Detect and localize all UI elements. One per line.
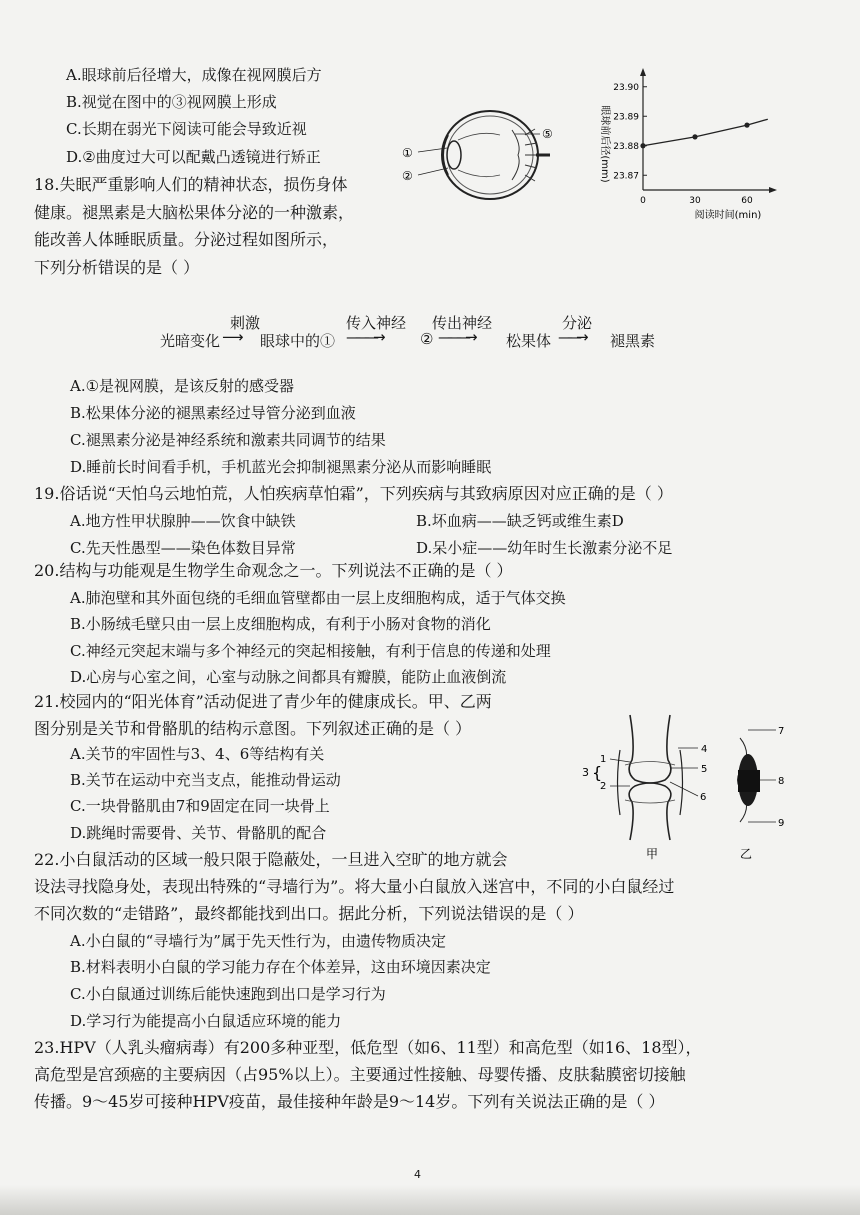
q19-option-b: B.坏血病——缺乏钙或维生素D xyxy=(416,512,624,530)
eye-label-1: ① xyxy=(402,146,413,160)
q21-stem-line-2: 图分别是关节和骨骼肌的结构示意图。下列叙述正确的是（ ） xyxy=(34,719,472,738)
q18-option-c: C.褪黑素分泌是神经系统和激素共同调节的结果 xyxy=(70,431,386,449)
q18-stem-line-4: 下列分析错误的是（ ） xyxy=(34,258,200,277)
q20-option-b: B.小肠绒毛壁只由一层上皮细胞构成，有利于小肠对食物的消化 xyxy=(70,615,491,633)
flow-arrow-label-3: 传出神经 xyxy=(432,314,493,332)
flow-arrow-3: ———→ xyxy=(438,328,472,346)
q22-stem-line-1: 22.小白鼠活动的区域一般只限于隐蔽处，一旦进入空旷的地方就会 xyxy=(34,850,508,869)
series-line xyxy=(643,119,768,146)
q17-option-c: C.长期在弱光下阅读可能会导致近视 xyxy=(66,120,307,138)
joint-label-6: 6 xyxy=(700,792,707,803)
q18-stem-line-2: 健康。褪黑素是大脑松果体分泌的一种激素， xyxy=(34,203,355,222)
q23-stem-line-2: 高危型是宫颈癌的主要病因（占95%以上）。主要通过性接触、母婴传播、皮肤黏膜密切接触 xyxy=(34,1065,686,1084)
scan-edge xyxy=(0,1185,860,1215)
q22-stem-line-3: 不同次数的“走错路”，最终都能找到出口。据此分析，下列说法错误的是（ ） xyxy=(34,904,584,923)
data-point xyxy=(692,134,697,139)
x-tick-label: 60 xyxy=(741,196,753,206)
x-tick-label: 30 xyxy=(689,196,701,206)
q20-stem: 20.结构与功能观是生物学生命观念之一。下列说法不正确的是（ ） xyxy=(34,561,513,580)
q22-option-c: C.小白鼠通过训练后能快速跑到出口是学习行为 xyxy=(70,985,386,1003)
figure-label-jia: 甲 xyxy=(646,847,659,861)
flow-node-1: 光暗变化 xyxy=(160,332,221,350)
q18-stem-line-3: 能改善人体睡眠质量。分泌过程如图所示， xyxy=(34,230,339,249)
q19-stem: 19.俗话说“天怕乌云地怕荒，人怕疾病草怕霜”，下列疾病与其致病原因对应正确的是（ ） xyxy=(34,484,673,503)
q22-option-d: D.学习行为能提高小白鼠适应环境的能力 xyxy=(70,1012,342,1030)
joint-label-4: 4 xyxy=(701,744,708,755)
q18-stem-line-1: 18.失眠严重影响人们的精神状态，损伤身体 xyxy=(34,175,348,194)
q22-option-a: A.小白鼠的“寻墙行为”属于先天性行为，由遗传物质决定 xyxy=(70,932,446,950)
flow-arrow-label-1: 刺激 xyxy=(230,314,261,332)
q23-stem-line-3: 传播。9～45岁可接种HPV疫苗，最佳接种年龄是9～14岁。下列有关说法正确的是（ ） xyxy=(34,1092,665,1111)
eye-length-chart xyxy=(588,62,788,227)
q20-option-d: D.心房与心室之间，心室与动脉之间都具有瓣膜，能防止血液倒流 xyxy=(70,668,507,686)
q17-option-d: D.②曲度过大可以配戴凸透镜进行矫正 xyxy=(66,148,321,166)
q21-option-c: C.一块骨骼肌由7和9固定在同一块骨上 xyxy=(70,797,330,815)
figure-label-yi: 乙 xyxy=(740,847,753,861)
q20-option-c: C.神经元突起末端与多个神经元的突起相接触，有利于信息的传递和处理 xyxy=(70,642,551,660)
q21-option-b: B.关节在运动中充当支点，能推动骨运动 xyxy=(70,771,341,789)
q21-option-d: D.跳绳时需要骨、关节、骨骼肌的配合 xyxy=(70,824,327,842)
joint-label-1: 1 xyxy=(600,754,607,765)
flow-arrow-label-2: 传入神经 xyxy=(346,314,407,332)
muscle-label-8: 8 xyxy=(778,776,785,787)
flow-node-4: 松果体 xyxy=(506,332,552,350)
y-tick-label: 23.90 xyxy=(613,82,639,93)
flow-node-5: 褪黑素 xyxy=(610,332,656,350)
x-tick-label: 0 xyxy=(640,196,646,206)
flow-node-2: 眼球中的① xyxy=(260,332,336,350)
q22-stem-line-2: 设法寻找隐身处，表现出特殊的“寻墙行为”。将大量小白鼠放入迷宫中，不同的小白鼠经过 xyxy=(34,877,675,896)
q20-option-a: A.肺泡壁和其外面包绕的毛细血管壁都由一层上皮细胞构成，适于气体交换 xyxy=(70,589,566,607)
y-tick-label: 23.89 xyxy=(613,112,639,123)
flow-arrow-label-4: 分泌 xyxy=(562,314,593,332)
y-tick-label: 23.87 xyxy=(613,171,639,182)
muscle-label-9: 9 xyxy=(778,818,785,829)
flow-arrow-2: ———→ xyxy=(346,328,380,346)
q18-option-a: A.①是视网膜，是该反射的感受器 xyxy=(70,377,295,395)
joint-label-3: 3 xyxy=(582,766,589,779)
melatonin-flow-diagram xyxy=(160,308,680,358)
flow-node-3: ② xyxy=(420,330,434,348)
flow-arrow-1: ⟶ xyxy=(222,328,244,346)
y-tick-label: 23.88 xyxy=(613,141,639,152)
q19-option-d: D.呆小症——幼年时生长激素分泌不足 xyxy=(416,539,673,557)
flow-arrow-4: ——→ xyxy=(558,328,583,346)
eye-label-2: ② xyxy=(402,169,413,183)
chart-ylabel: 眼球前后径(mm) xyxy=(599,105,610,183)
q17-option-a: A.眼球前后径增大，成像在视网膜后方 xyxy=(66,66,322,84)
chart-xlabel: 阅读时间(min) xyxy=(694,210,762,221)
joint-label-2: 2 xyxy=(600,781,607,792)
data-point xyxy=(640,143,645,148)
q21-option-a: A.关节的牢固性与3、4、6等结构有关 xyxy=(70,745,325,763)
q17-option-b: B.视觉在图中的③视网膜上形成 xyxy=(66,93,277,111)
q18-option-b: B.松果体分泌的褪黑素经过导管分泌到血液 xyxy=(70,404,356,422)
q21-stem-line-1: 21.校园内的“阳光体育”活动促进了青少年的健康成长。甲、乙两 xyxy=(34,692,492,711)
q23-stem-line-1: 23.HPV（人乳头瘤病毒）有200多种亚型，低危型（如6、11型）和高危型（如16、18型）， xyxy=(34,1038,702,1057)
joint-label-5: 5 xyxy=(701,764,708,775)
q18-option-d: D.睡前长时间看手机，手机蓝光会抑制褪黑素分泌从而影响睡眠 xyxy=(70,458,492,476)
data-point xyxy=(744,123,749,128)
eye-diagram xyxy=(400,100,560,210)
q19-option-a: A.地方性甲状腺肿——饮食中缺铁 xyxy=(70,512,296,530)
joint-muscle-diagram xyxy=(582,710,820,861)
q22-option-b: B.材料表明小白鼠的学习能力存在个体差异，这由环境因素决定 xyxy=(70,958,491,976)
muscle-label-7: 7 xyxy=(778,726,785,737)
svg-text:{: { xyxy=(592,763,603,782)
q19-option-c: C.先天性愚型——染色体数目异常 xyxy=(70,539,296,557)
eye-label-5: ⑤ xyxy=(542,127,553,141)
page-number: 4 xyxy=(414,1168,421,1181)
